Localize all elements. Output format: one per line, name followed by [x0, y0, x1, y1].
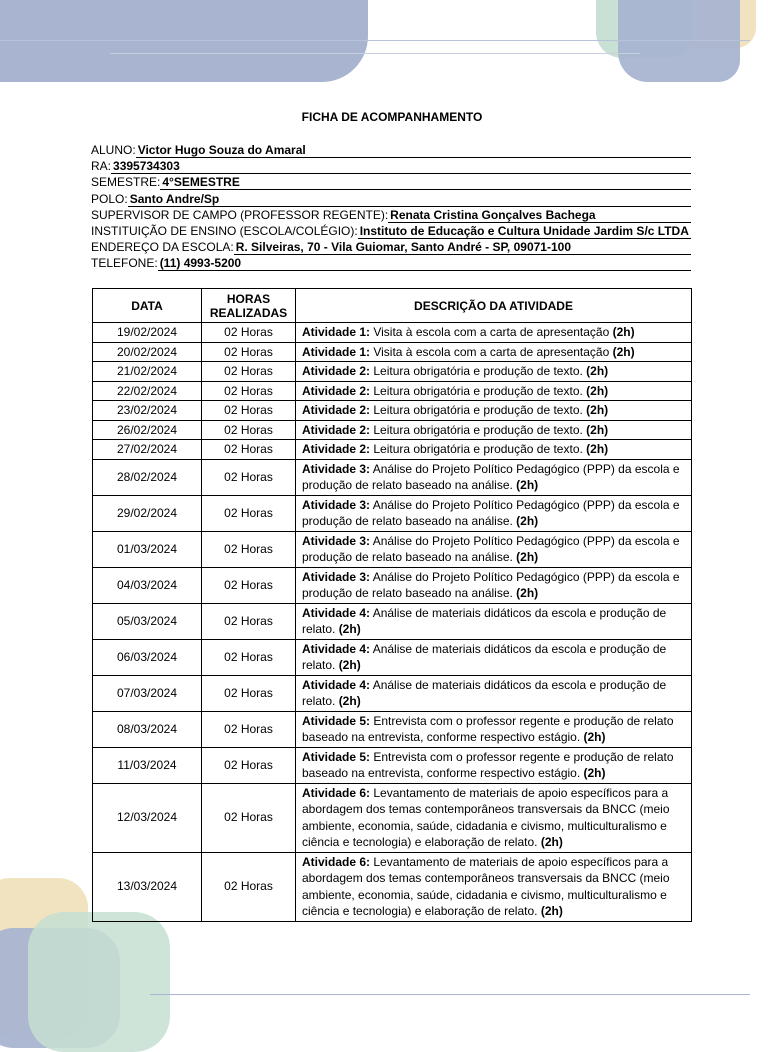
field-semestre	[91, 174, 691, 190]
cell-hours: 02 Horas	[202, 852, 296, 921]
cell-description	[296, 459, 692, 495]
student-info-block	[91, 142, 691, 272]
table-row	[93, 567, 692, 603]
cell-hours: 02 Horas	[202, 603, 296, 639]
decor-shape-top-left	[0, 0, 368, 82]
activity-text: Entrevista com o professor regente e produção de relato baseado na entrevista, conforme respectivo estágio.	[302, 713, 674, 744]
activity-duration: (2h)	[338, 694, 361, 708]
cell-hours: 02 Horas	[202, 401, 296, 421]
activity-text: Leitura obrigatória e produção de texto.	[370, 422, 587, 437]
activity-text: Análise de materiais didáticos da escola e produção de relato.	[302, 677, 667, 708]
activity-number: Atividade 4:	[302, 677, 371, 692]
cell-date: 05/03/2024	[93, 603, 202, 639]
cell-date: 01/03/2024	[93, 531, 202, 567]
activity-number: Atividade 6:	[302, 785, 371, 800]
table-header-row	[93, 289, 692, 323]
cell-description	[296, 603, 692, 639]
table-row	[93, 711, 692, 747]
activity-number: Atividade 6:	[302, 854, 371, 869]
cell-hours: 02 Horas	[202, 783, 296, 852]
cell-date: 11/03/2024	[93, 747, 202, 783]
table-row	[93, 675, 692, 711]
table-row	[93, 495, 692, 531]
field-value: 3395734303	[111, 159, 691, 174]
activity-number: Atividade 3:	[302, 461, 371, 476]
activity-number: Atividade 4:	[302, 641, 371, 656]
header-horas: HORAS REALIZADAS	[202, 289, 296, 323]
table-row	[93, 323, 692, 343]
cell-date: 12/03/2024	[93, 783, 202, 852]
document-title: FICHA DE ACOMPANHAMENTO	[301, 110, 483, 124]
cell-hours: 02 Horas	[202, 675, 296, 711]
field-label: INSTITUIÇÃO DE ENSINO (ESCOLA/COLÉGIO):	[91, 224, 358, 239]
cell-description	[296, 495, 692, 531]
cell-hours: 02 Horas	[202, 362, 296, 382]
cell-description	[296, 852, 692, 921]
table-row	[93, 603, 692, 639]
activity-duration: (2h)	[583, 730, 606, 744]
cell-hours: 02 Horas	[202, 342, 296, 362]
field-supervisor	[91, 207, 691, 223]
field-label: ALUNO:	[91, 143, 136, 157]
cell-description	[296, 420, 692, 440]
field-instituicao	[91, 223, 691, 239]
activity-text: Leitura obrigatória e produção de texto.	[370, 364, 587, 378]
cell-hours: 02 Horas	[202, 440, 296, 460]
field-value: Victor Hugo Souza do Amaral	[136, 143, 691, 158]
activity-text: Análise de materiais didáticos da escola e produção de relato.	[302, 605, 667, 636]
cell-description	[296, 342, 692, 362]
activity-text: Leitura obrigatória e produção de texto.	[370, 403, 587, 417]
activity-duration: (2h)	[338, 622, 361, 636]
cell-description	[296, 362, 692, 382]
field-label: RA:	[91, 159, 112, 174]
field-label: SEMESTRE:	[91, 175, 161, 190]
table-row	[93, 420, 692, 440]
cell-date: 04/03/2024	[93, 567, 202, 603]
activity-number: Atividade 4:	[302, 605, 371, 620]
cell-hours: 02 Horas	[202, 531, 296, 567]
activity-duration: (2h)	[586, 403, 609, 417]
table-body	[93, 323, 692, 922]
cell-hours: 02 Horas	[202, 567, 296, 603]
field-value: (11) 4993-5200	[158, 256, 691, 271]
activity-number: Atividade 3:	[302, 497, 371, 512]
cell-description	[296, 675, 692, 711]
cell-hours: 02 Horas	[202, 495, 296, 531]
cell-date: 29/02/2024	[93, 495, 202, 531]
activity-number: Atividade 2:	[302, 422, 371, 437]
activity-duration: (2h)	[516, 550, 539, 564]
field-ra	[91, 158, 691, 174]
cell-date: 22/02/2024	[93, 381, 202, 401]
cell-hours: 02 Horas	[202, 711, 296, 747]
cell-date: 08/03/2024	[93, 711, 202, 747]
cell-date: 06/03/2024	[93, 639, 202, 675]
activity-text: Análise de materiais didáticos da escola e produção de relato.	[302, 641, 667, 672]
field-telefone	[91, 255, 691, 271]
table-row	[93, 639, 692, 675]
field-endereco	[91, 239, 691, 255]
field-value: Santo Andre/Sp	[128, 192, 691, 207]
cell-hours: 02 Horas	[202, 420, 296, 440]
activity-text: Entrevista com o professor regente e produção de relato baseado na entrevista, conforme respectivo estágio.	[302, 749, 674, 780]
cell-hours: 02 Horas	[202, 639, 296, 675]
cell-description	[296, 531, 692, 567]
activity-number: Atividade 2:	[302, 442, 371, 456]
field-value: Renata Cristina Gonçalves Bachega	[388, 208, 691, 223]
cell-date: 21/02/2024	[93, 362, 202, 382]
table-row	[93, 440, 692, 460]
table-row	[93, 783, 692, 852]
cell-date: 19/02/2024	[93, 323, 202, 343]
table-row	[93, 362, 692, 382]
activity-duration: (2h)	[583, 766, 606, 780]
table-row	[93, 459, 692, 495]
cell-date: 20/02/2024	[93, 342, 202, 362]
activity-duration: (2h)	[540, 835, 563, 849]
activity-text: Análise do Projeto Político Pedagógico (PPP) da escola e produção de relato baseado na análise.	[302, 497, 680, 528]
cell-date: 07/03/2024	[93, 675, 202, 711]
activity-number: Atividade 2:	[302, 383, 371, 398]
activity-text: Visita à escola com a carta de apresentação	[370, 344, 613, 359]
table-row	[93, 852, 692, 921]
field-label: POLO:	[91, 191, 128, 206]
activity-text: Análise do Projeto Político Pedagógico (PPP) da escola e produção de relato baseado na análise.	[302, 533, 680, 564]
activity-duration: (2h)	[516, 514, 539, 528]
table-row	[93, 531, 692, 567]
cell-description	[296, 323, 692, 343]
table-row	[93, 342, 692, 362]
cell-description	[296, 639, 692, 675]
field-value: Instituto de Educação e Cultura Unidade Jardim S/c LTDA	[358, 224, 691, 239]
cell-hours: 02 Horas	[202, 323, 296, 343]
table-row	[93, 381, 692, 401]
activity-number: Atividade 1:	[302, 344, 371, 359]
activity-text: Levantamento de materiais de apoio específicos para a abordagem dos temas contemporâneos transversais da BNCC (meio ambiente, economia, saúde, cidadania e civismo, multiculturalismo e ciência e tecnologia) e elaboração de relato.	[302, 854, 670, 918]
field-aluno	[91, 142, 691, 158]
field-value: R. Silveiras, 70 - Vila Guiomar, Santo André - SP, 09071-100	[234, 240, 691, 255]
cell-date: 23/02/2024	[93, 401, 202, 421]
decor-line-top-inner	[110, 53, 640, 54]
activity-duration: (2h)	[516, 586, 539, 600]
cell-date: 26/02/2024	[93, 420, 202, 440]
cell-hours: 02 Horas	[202, 747, 296, 783]
cell-description	[296, 381, 692, 401]
header-descricao: DESCRIÇÃO DA ATIVIDADE	[296, 289, 692, 323]
field-label: TELEFONE:	[91, 256, 158, 271]
activity-number: Atividade 3:	[302, 569, 371, 584]
activity-text: Leitura obrigatória e produção de texto.	[370, 442, 587, 456]
table-row	[93, 401, 692, 421]
activity-duration: (2h)	[586, 364, 609, 378]
activity-text: Levantamento de materiais de apoio específicos para a abordagem dos temas contemporâneos transversais da BNCC (meio ambiente, economia, saúde, cidadania e civismo, multiculturalismo e ciência e tecnologia) e elaboração de relato.	[302, 785, 670, 849]
cell-description	[296, 711, 692, 747]
activity-duration: (2h)	[586, 442, 609, 456]
field-label: ENDEREÇO DA ESCOLA:	[91, 240, 234, 255]
activity-duration: (2h)	[586, 383, 609, 398]
decor-shape-top-right-blue	[618, 0, 740, 82]
field-value: 4°SEMESTRE	[160, 175, 691, 190]
activity-text: Visita à escola com a carta de apresentação	[370, 325, 613, 339]
activity-number: Atividade 5:	[302, 749, 371, 764]
cell-description	[296, 567, 692, 603]
decor-line-top	[0, 40, 750, 41]
table-row	[93, 747, 692, 783]
decor-line-bottom	[150, 994, 750, 995]
activity-duration: (2h)	[586, 422, 609, 437]
cell-description	[296, 401, 692, 421]
activity-duration: (2h)	[516, 478, 539, 492]
activity-text: Análise do Projeto Político Pedagógico (PPP) da escola e produção de relato baseado na análise.	[302, 461, 680, 492]
activity-duration: (2h)	[612, 344, 635, 359]
activity-text: Leitura obrigatória e produção de texto.	[370, 383, 587, 398]
cell-date: 13/03/2024	[93, 852, 202, 921]
activity-number: Atividade 2:	[302, 364, 371, 378]
activity-number: Atividade 3:	[302, 533, 371, 548]
cell-description	[296, 783, 692, 852]
activity-number: Atividade 2:	[302, 403, 371, 417]
cell-date: 27/02/2024	[93, 440, 202, 460]
decor-shape-bottom-green	[28, 912, 170, 1052]
activity-number: Atividade 5:	[302, 713, 371, 728]
activity-number: Atividade 1:	[302, 325, 371, 339]
cell-hours: 02 Horas	[202, 381, 296, 401]
cell-description	[296, 747, 692, 783]
field-label: SUPERVISOR DE CAMPO (PROFESSOR REGENTE):	[91, 207, 389, 222]
activity-duration: (2h)	[338, 658, 361, 672]
field-polo	[91, 191, 691, 207]
activity-duration: (2h)	[612, 325, 635, 339]
activity-table	[92, 288, 692, 922]
cell-description	[296, 440, 692, 460]
cell-hours: 02 Horas	[202, 459, 296, 495]
header-data: DATA	[93, 289, 202, 323]
activity-duration: (2h)	[540, 904, 563, 918]
cell-date: 28/02/2024	[93, 459, 202, 495]
activity-text: Análise do Projeto Político Pedagógico (PPP) da escola e produção de relato baseado na análise.	[302, 569, 680, 600]
